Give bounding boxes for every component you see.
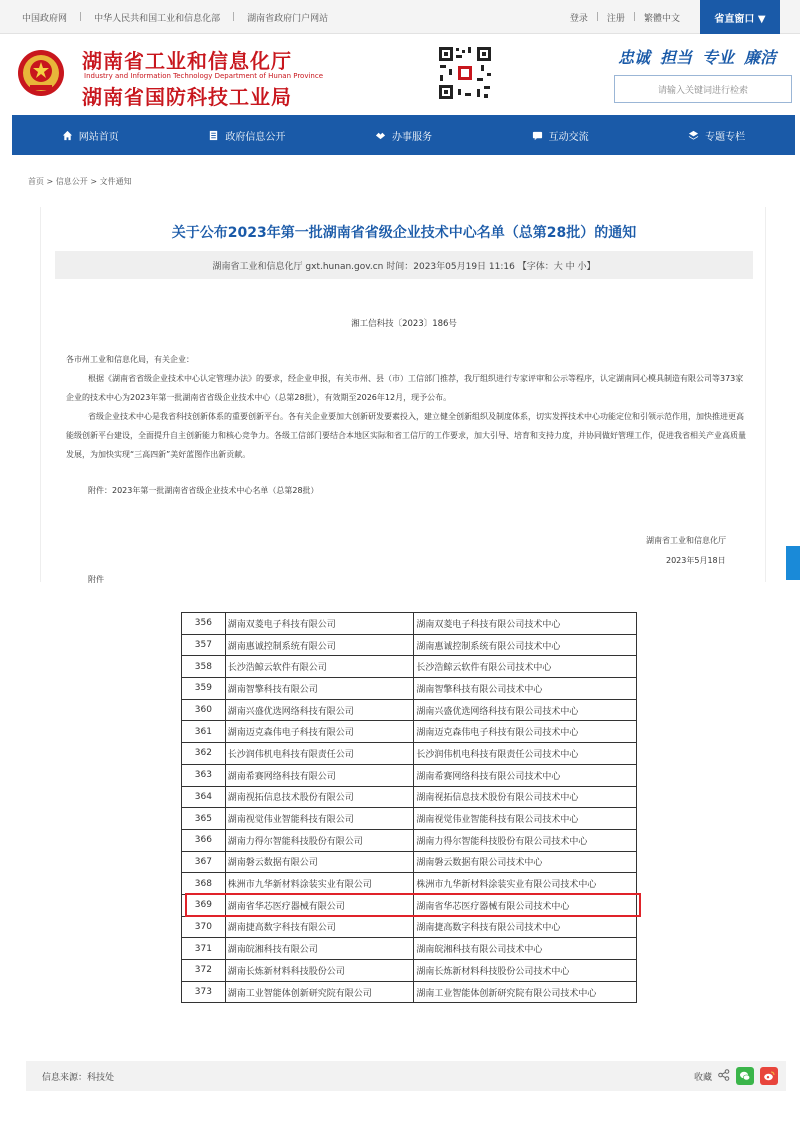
article-meta: 湖南省工业和信息化厅 gxt.hunan.gov.cn 时间：2023年05月19日 11:16 【字体：大 中 小】 xyxy=(55,251,753,279)
tech-center-name: 湖南希赛网络科技有限公司技术中心 xyxy=(414,764,637,786)
table-row xyxy=(182,851,637,873)
site-title-line2[interactable]: 湖南省国防科技工业局 xyxy=(82,85,292,109)
company-name: 湖南迈克森伟电子科技有限公司 xyxy=(225,721,414,743)
table-row xyxy=(182,634,637,656)
company-name: 湖南视拓信息技术股份有限公司 xyxy=(225,786,414,808)
slogan-4: 廉洁 xyxy=(744,48,777,67)
table-row xyxy=(182,916,637,938)
tech-center-name: 湖南视拓信息技术股份有限公司技术中心 xyxy=(414,786,637,808)
wechat-icon[interactable] xyxy=(736,1067,754,1085)
article-title: 关于公布2023年第一批湖南省省级企业技术中心名单（总第28批）的通知 xyxy=(171,225,637,241)
company-name: 长沙润伟机电科技有限责任公司 xyxy=(225,743,414,765)
top-utility-bar: 中国政府网 | 中华人民共和国工业和信息化部 | 湖南省政府门户网站 登录 | 注册 | 繁體中文 省直窗口 ▼ xyxy=(0,0,800,34)
link-miit[interactable]: 中华人民共和国工业和信息化部 xyxy=(94,13,221,24)
weibo-icon[interactable] xyxy=(760,1067,778,1085)
paragraph-1: 根据《湖南省省级企业技术中心认定管理办法》的要求，经企业申报，有关市州、县（市）工信部门推荐，我厅组织进行专家评审和公示等程序，认定湖南同心模具制造有限公司等373家企业的技术中心为2023年第一批湖南省省级企业技术中心（总第28批），有效期至2026年12月，现予公布。 xyxy=(66,374,744,402)
company-name: 湖南惠诚控制系统有限公司 xyxy=(225,634,414,656)
row-number: 360 xyxy=(182,699,226,721)
highlight-box xyxy=(185,893,641,917)
company-name: 长沙浩鲸云软件有限公司 xyxy=(225,656,414,678)
company-name: 湖南长炼新材料科技股份公司 xyxy=(225,960,414,982)
attachment-link[interactable]: 附件：2023年第一批湖南省省级企业技术中心名单（总第28批） xyxy=(88,486,319,495)
enterprise-list-table xyxy=(181,612,637,1003)
table-row xyxy=(182,873,637,895)
company-name: 湖南力得尔智能科技股份有限公司 xyxy=(225,829,414,851)
row-number: 363 xyxy=(182,764,226,786)
nav-home[interactable] xyxy=(12,115,169,155)
signature-date: 2023年5月18日 xyxy=(666,556,726,565)
row-number: 359 xyxy=(182,678,226,700)
qr-code-icon xyxy=(437,45,493,101)
info-source: 信息来源：科技处 xyxy=(42,1072,115,1083)
row-number: 366 xyxy=(182,829,226,851)
company-name: 湖南视觉伟业智能科技有限公司 xyxy=(225,808,414,830)
provincial-window-dropdown[interactable]: 省直窗口 ▼ xyxy=(700,0,780,34)
site-header xyxy=(0,35,800,115)
nav-interaction[interactable] xyxy=(482,115,639,155)
tech-center-name: 湖南捷高数字科技有限公司技术中心 xyxy=(414,916,637,938)
table-row xyxy=(182,981,637,1003)
slogan-2: 担当 xyxy=(660,48,693,67)
slogan-3: 专业 xyxy=(702,48,735,67)
company-name: 湖南兴盛优选网络科技有限公司 xyxy=(225,699,414,721)
company-name: 湖南智擎科技有限公司 xyxy=(225,678,414,700)
table-row xyxy=(182,721,637,743)
national-emblem-icon xyxy=(16,47,66,99)
link-gov-cn[interactable]: 中国政府网 xyxy=(22,13,68,24)
site-title-english: Industry and Information Technology Department of Hunan Province xyxy=(84,72,324,80)
site-title-line1[interactable]: 湖南省工业和信息化厅 xyxy=(82,49,292,73)
row-number: 372 xyxy=(182,960,226,982)
row-number: 367 xyxy=(182,851,226,873)
tech-center-name: 湖南工业智能体创新研究院有限公司技术中心 xyxy=(414,981,637,1003)
register-link[interactable]: 注册 xyxy=(606,13,625,24)
table-row xyxy=(182,699,637,721)
tech-center-name: 湖南视觉伟业智能科技有限公司技术中心 xyxy=(414,808,637,830)
row-number: 365 xyxy=(182,808,226,830)
row-number: 364 xyxy=(182,786,226,808)
document-icon xyxy=(208,130,219,141)
table-row xyxy=(182,613,637,635)
table-row xyxy=(182,960,637,982)
salutation: 各市州工业和信息化局，有关企业： xyxy=(66,355,194,364)
home-icon xyxy=(62,130,73,141)
side-float-tab[interactable] xyxy=(786,546,800,580)
tech-center-name: 湖南皖湘科技有限公司技术中心 xyxy=(414,938,637,960)
company-name: 湖南皖湘科技有限公司 xyxy=(225,938,414,960)
nav-topics[interactable] xyxy=(638,115,795,155)
row-number: 356 xyxy=(182,613,226,635)
link-hunan-gov[interactable]: 湖南省政府门户网站 xyxy=(247,13,329,24)
row-number: 368 xyxy=(182,873,226,895)
share-icon[interactable] xyxy=(718,1069,730,1084)
tech-center-name: 湖南智擎科技有限公司技术中心 xyxy=(414,678,637,700)
nav-interaction-label: 互动交流 xyxy=(548,131,589,143)
company-name: 株洲市九华新材料涂装实业有限公司 xyxy=(225,873,414,895)
tech-center-name: 湖南惠诚控制系统有限公司技术中心 xyxy=(414,634,637,656)
tech-center-name: 湖南长炼新材料科技股份公司技术中心 xyxy=(414,960,637,982)
signature-org: 湖南省工业和信息化厅 xyxy=(646,536,726,545)
login-link[interactable]: 登录 xyxy=(569,13,588,24)
chat-icon xyxy=(532,130,543,141)
company-name: 湖南工业智能体创新研究院有限公司 xyxy=(225,981,414,1003)
row-number: 373 xyxy=(182,981,226,1003)
nav-services[interactable] xyxy=(325,115,482,155)
company-name: 湖南双菱电子科技有限公司 xyxy=(225,613,414,635)
paragraph-2: 省级企业技术中心是我省科技创新体系的重要创新平台。各有关企业要加大创新研发要素投入，建立健全创新组织及制度体系，切实发挥技术中心功能定位和引领示范作用，加快推进更高能级创新平台建设，全面提升自主创新能力和核心竞争力。各级工信部门要结合本地区实际和省工信厅的工作要求，加大引导、培育和支持力度，并协同做好管理工作，促进我省相关产业高质量发展，为加快实现“三高四新”美好蓝图作出新贡献。 xyxy=(66,412,746,459)
nav-services-label: 办事服务 xyxy=(391,131,432,143)
row-number: 370 xyxy=(182,916,226,938)
table-row xyxy=(182,764,637,786)
layers-icon xyxy=(688,130,699,141)
row-number: 362 xyxy=(182,743,226,765)
company-name: 湖南捷高数字科技有限公司 xyxy=(225,916,414,938)
article-footer xyxy=(26,1061,786,1091)
nav-home-label: 网站首页 xyxy=(78,131,119,143)
tech-center-name: 湖南兴盛优选网络科技有限公司技术中心 xyxy=(414,699,637,721)
tech-center-name: 株洲市九华新材料涂装实业有限公司技术中心 xyxy=(414,873,637,895)
document-number: 湘工信科技〔2023〕186号 xyxy=(351,319,457,329)
nav-gov-info-label: 政府信息公开 xyxy=(225,131,286,143)
slogan-1: 忠诚 xyxy=(618,48,651,67)
row-number: 358 xyxy=(182,656,226,678)
table-row xyxy=(182,743,637,765)
nav-topics-label: 专题专栏 xyxy=(705,131,746,143)
table-row xyxy=(182,808,637,830)
table-row xyxy=(182,786,637,808)
tech-center-name: 长沙浩鲸云软件有限公司技术中心 xyxy=(414,656,637,678)
search-input[interactable]: 请输入关键词进行检索 xyxy=(614,75,792,103)
tech-center-name: 湖南迈克森伟电子科技有限公司技术中心 xyxy=(414,721,637,743)
row-number: 371 xyxy=(182,938,226,960)
slogans xyxy=(618,45,776,68)
company-name: 湖南希赛网络科技有限公司 xyxy=(225,764,414,786)
traditional-chinese-link[interactable]: 繁體中文 xyxy=(643,13,680,24)
table-row xyxy=(182,938,637,960)
row-number: 369 xyxy=(182,894,226,916)
company-name: 湖南磐云数据有限公司 xyxy=(225,851,414,873)
breadcrumb[interactable]: 首页 > 信息公开 > 文件通知 xyxy=(28,177,132,186)
table-row xyxy=(182,656,637,678)
table-row xyxy=(182,678,637,700)
tech-center-name: 湖南磐云数据有限公司技术中心 xyxy=(414,851,637,873)
favorite-label[interactable]: 收藏 xyxy=(693,1072,712,1083)
main-nav xyxy=(12,115,795,155)
row-number: 357 xyxy=(182,634,226,656)
tech-center-name: 湖南省华芯医疗器械有限公司技术中心 xyxy=(414,894,637,916)
row-number: 361 xyxy=(182,721,226,743)
tech-center-name: 湖南双菱电子科技有限公司技术中心 xyxy=(414,613,637,635)
tech-center-name: 长沙润伟机电科技有限责任公司技术中心 xyxy=(414,743,637,765)
tech-center-name: 湖南力得尔智能科技股份有限公司技术中心 xyxy=(414,829,637,851)
table-row xyxy=(182,829,637,851)
nav-gov-info[interactable] xyxy=(169,115,326,155)
handshake-icon xyxy=(375,130,386,141)
company-name: 湖南省华芯医疗器械有限公司 xyxy=(225,894,414,916)
attachment-label: 附件 xyxy=(88,575,104,584)
